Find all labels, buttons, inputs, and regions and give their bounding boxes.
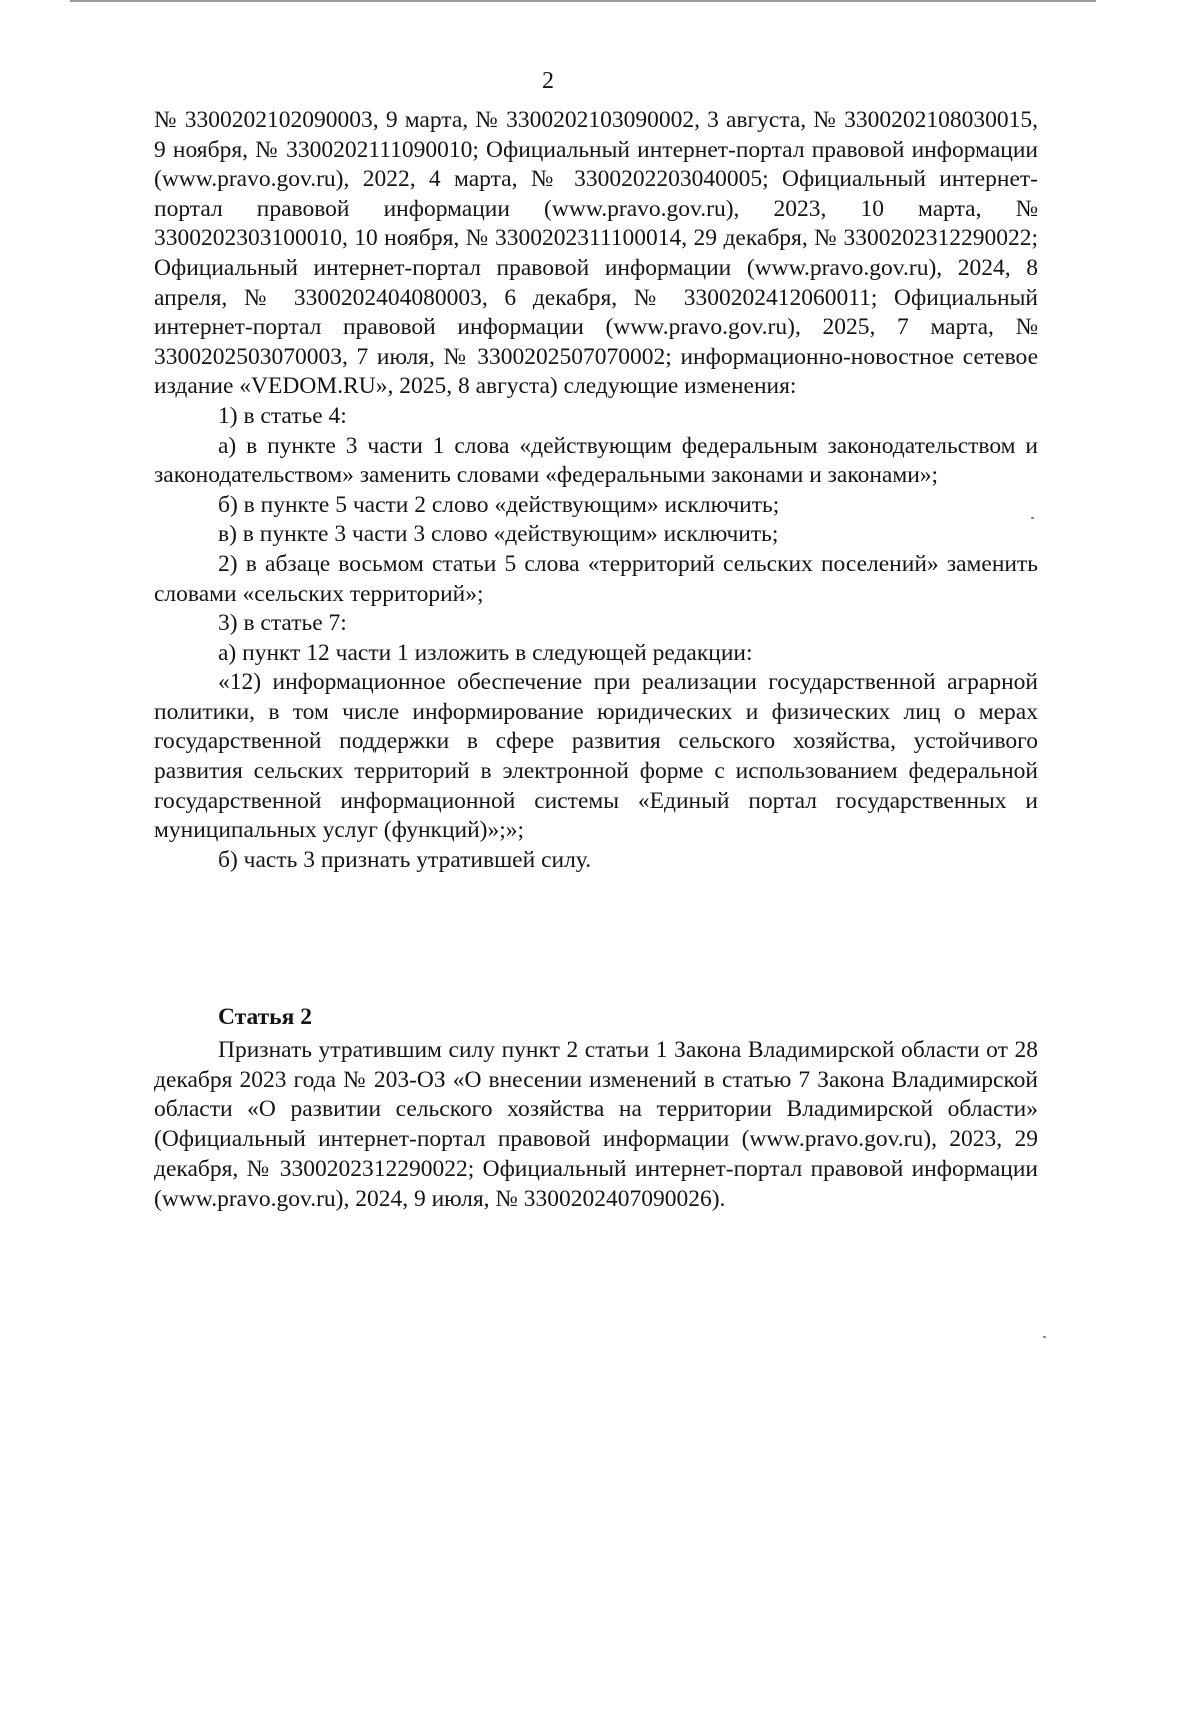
page-number: 2 <box>542 68 554 94</box>
scan-top-edge <box>70 0 1096 2</box>
item-1: 1) в статье 4: <box>218 402 347 429</box>
article-2-body: Признать утратившим силу пункт 2 статьи 1 Закона Владимирской области от 28 декабря 2023 года № 203-ОЗ «О внесении изменений в статью 7 Закона Владимирской области «О развитии сельского хозяйства на территории Владимирской области» (Официальный интернет-портал правовой информации (www.pravo.gov.ru), 2023, 29 декабря, № 3300202312290022; Официальный интернет-портал правовой информации (www.pravo.gov.ru), 2024, 9 июля, № 3300202407090026). <box>154 1036 1038 1212</box>
item-1b: б) в пункте 5 части 2 слово «действующим» исключить; <box>218 491 780 518</box>
scan-speck <box>1043 1336 1046 1338</box>
item-2: 2) в абзаце восьмом статьи 5 слова «территорий сельских поселений» заменить словами «сельских территорий»; <box>154 550 1038 607</box>
article-2 <box>154 1003 1038 1215</box>
item-3a-quote: «12) информационное обеспечение при реализации государственной аграрной политики, в том числе информирование юридических и физических лиц о мерах государственной поддержки в сфере развития сельского хозяйства, устойчивого развития сельских территорий в электронной форме с использованием федеральной государственной информационной системы «Единый портал государственных и муниципальных услуг (функций)»;»; <box>154 669 1038 844</box>
intro-paragraph: № 3300202102090003, 9 марта, № 3300202103090002, 3 августа, № 3300202108030015, 9 ноября, № 3300202111090010; Официальный интернет-портал правовой информации (www.pravo.gov.ru), 2022, 4 марта, № 3300202203040005; Официальный интернет-портал правовой информации (www.pravo.gov.ru), 2023, 10 марта, № 3300202303100010, 10 ноября, № 3300202311100014, 29 декабря, № 3300202312290022; Официальный интернет-портал правовой информации (www.pravo.gov.ru), 2024, 8 апреля, № 3300202404080003, 6 декабря, № 3300202412060011; Официальный интернет-портал правовой информации (www.pravo.gov.ru), 2025, 7 марта, № 3300202503070003, 7 июля, № 3300202507070002; информационно-новостное сетевое издание «VEDOM.RU», 2025, 8 августа) следующие изменения: <box>154 107 1038 400</box>
item-3a: а) пункт 12 части 1 изложить в следующей редакции: <box>218 639 753 666</box>
article-1-continuation <box>154 106 1038 875</box>
item-3b: б) часть 3 признать утратившей силу. <box>218 846 592 873</box>
item-1a: а) в пункте 3 части 1 слова «действующим федеральным законодательством и законодательством» заменить словами «федеральными законами и законами»; <box>154 432 1038 489</box>
article-2-heading: Статья 2 <box>218 1004 312 1030</box>
item-1c: в) в пункте 3 части 3 слово «действующим» исключить; <box>218 521 779 548</box>
item-3: 3) в статье 7: <box>218 610 347 637</box>
scan-speck <box>1031 517 1034 519</box>
